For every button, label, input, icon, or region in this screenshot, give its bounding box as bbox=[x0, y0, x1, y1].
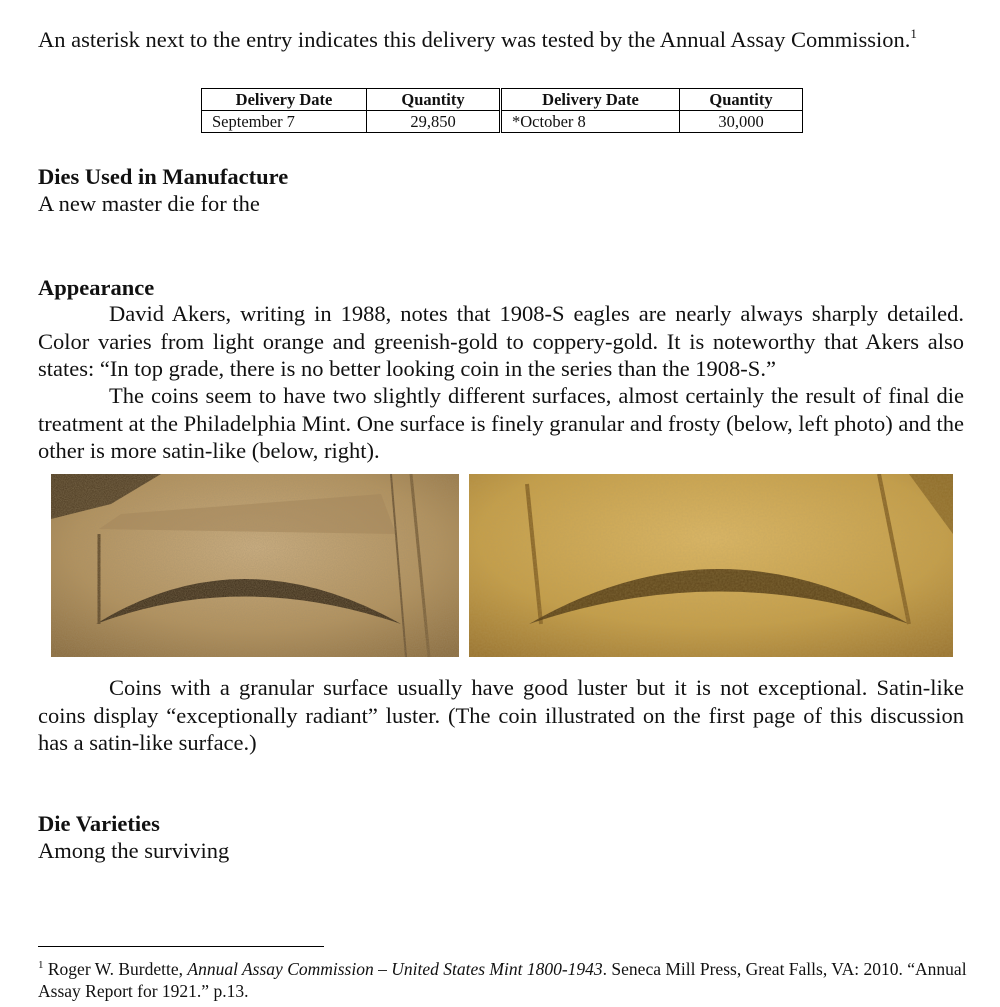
cell-quantity: 29,850 bbox=[367, 111, 501, 133]
footnote bbox=[38, 958, 968, 1002]
appearance-paragraph-3: Coins with a granular surface usually have good luster but it is not exceptional. Satin-like coins display “exceptionally radiant” luster. (The coin illustrated on the first page of this discussion has a satin-like surface.) bbox=[38, 675, 964, 755]
cell-delivery-date: *October 8 bbox=[501, 111, 680, 133]
deliveries-table bbox=[201, 88, 803, 133]
satin-coin-surface-photo bbox=[469, 474, 953, 657]
footnote-author: Roger W. Burdette, bbox=[47, 959, 188, 979]
varieties-heading: Die Varieties bbox=[38, 811, 160, 836]
footnote-number: 1 bbox=[38, 959, 44, 971]
header-quantity-1: Quantity bbox=[367, 89, 501, 111]
footnote-title: Annual Assay Commission – United States Mint 1800-1943 bbox=[187, 959, 603, 979]
header-delivery-date-2: Delivery Date bbox=[501, 89, 680, 111]
appearance-paragraph-1: David Akers, writing in 1988, notes that 1908-S eagles are nearly always sharply detailed. Color varies from light orange and greenish-gold to coppery-gold. It is noteworthy that Akers also states: “In top grade, there is no better looking coin in the series than the 1908-S.” bbox=[38, 301, 964, 381]
granular-coin-surface-photo bbox=[51, 474, 459, 657]
footnote-reference[interactable]: 1 bbox=[910, 26, 917, 41]
header-quantity-2: Quantity bbox=[680, 89, 803, 111]
header-delivery-date-1: Delivery Date bbox=[202, 89, 367, 111]
cell-delivery-date: September 7 bbox=[202, 111, 367, 133]
table-row bbox=[202, 111, 803, 133]
intro-paragraph bbox=[38, 26, 964, 54]
dies-heading: Dies Used in Manufacture bbox=[38, 164, 289, 189]
varieties-text: Among the surviving bbox=[38, 838, 230, 863]
appearance-heading: Appearance bbox=[38, 275, 155, 300]
cell-quantity: 30,000 bbox=[680, 111, 803, 133]
appearance-paragraph-2: The coins seem to have two slightly different surfaces, almost certainly the result of final die treatment at the Philadelphia Mint. One surface is finely granular and frosty (below, left photo) and the other is more satin-like (below, right). bbox=[38, 383, 964, 463]
footnote-rest: . Seneca Mill Press, Great Falls, VA: 2010. “Annual Assay Report for 1921.” p.13. bbox=[38, 959, 967, 1001]
table-header-row bbox=[202, 89, 803, 111]
footnote-divider bbox=[38, 946, 324, 947]
intro-text: An asterisk next to the entry indicates this delivery was tested by the Annual Assay Commission. bbox=[38, 27, 911, 52]
dies-text: A new master die for the bbox=[38, 191, 260, 216]
